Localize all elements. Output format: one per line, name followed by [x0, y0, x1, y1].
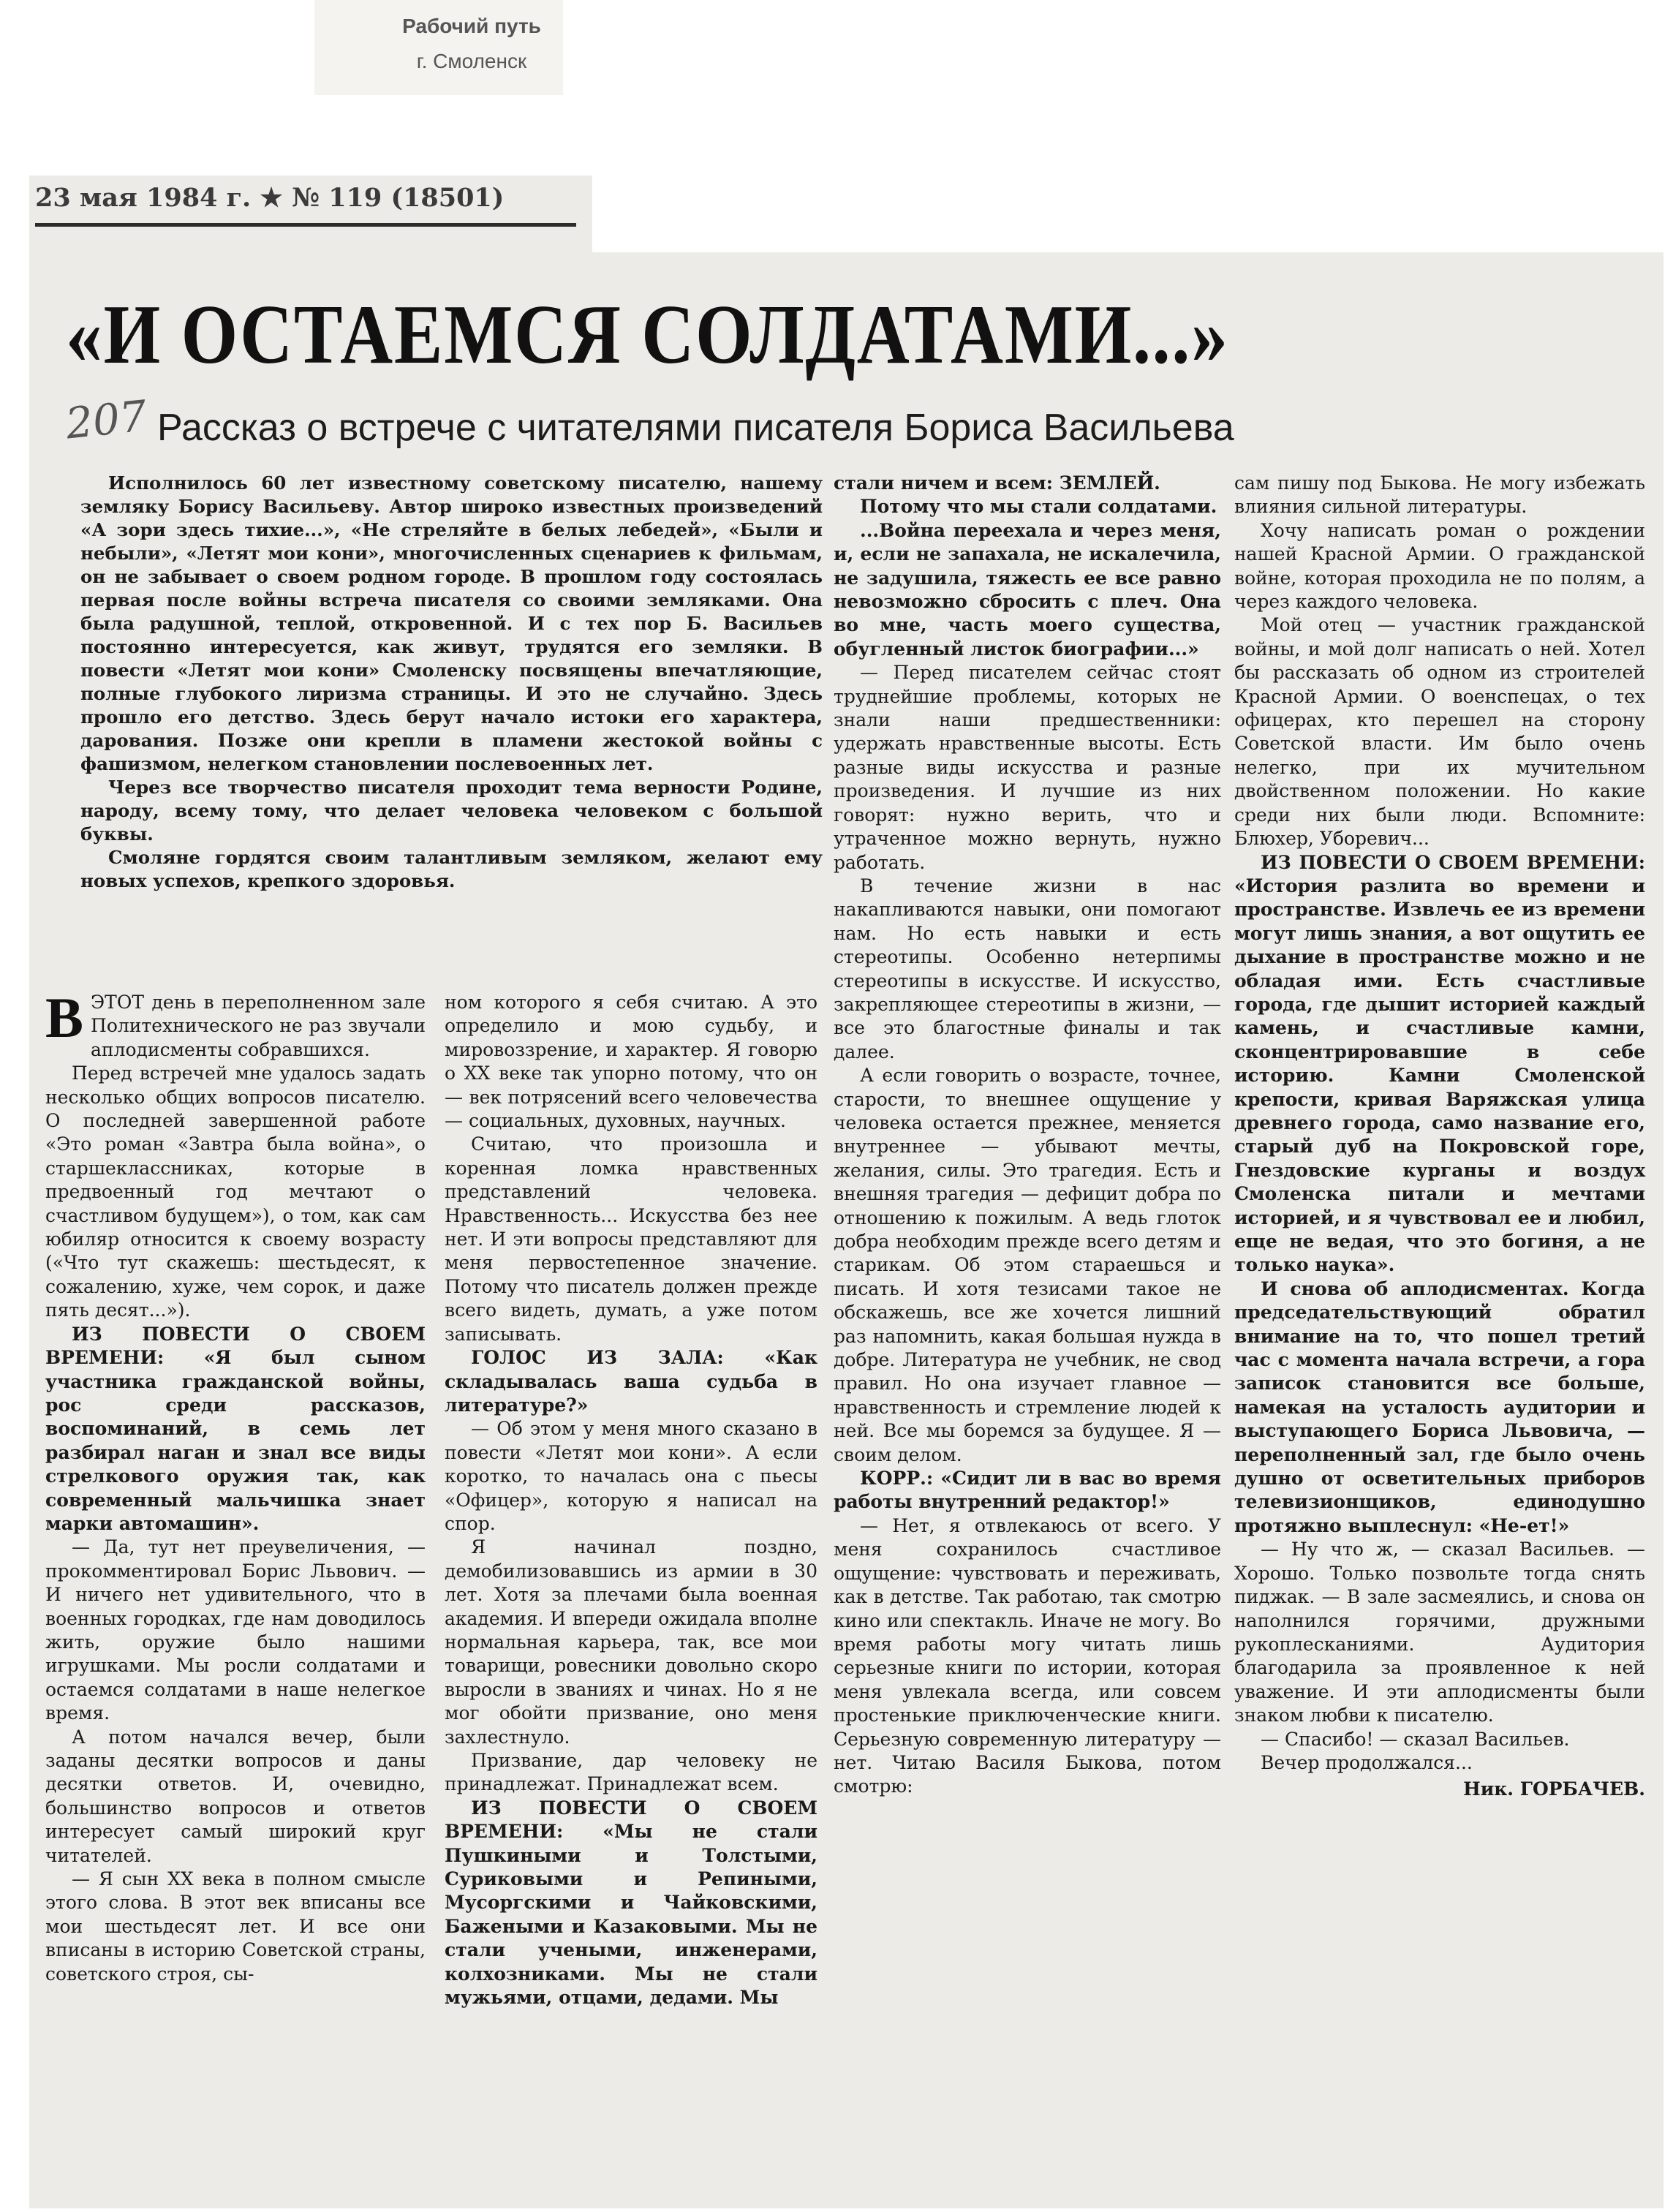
paragraph: Призвание, дар человеку не принадлежат. Принадлежат всем. — [445, 1750, 817, 1795]
paragraph: — Об этом у меня много сказано в повести «Летят мои кони». А если коротко, то началась она с пьесы «Офицер», которую я написал на спор. — [445, 1418, 817, 1534]
paragraph: сам пишу под Быкова. Не могу избежать влияния сильной литературы. — [1234, 472, 1645, 518]
handwritten-note: 207 — [63, 390, 149, 449]
paragraph: Считаю, что произошла и коренная ломка нравственных представлений человека. Нравственность... Искусства без нее нет. И эти вопросы представляют для меня первостепенное значение. Потому что писатель должен прежде всего видеть, думать, а уже потом записывать. — [445, 1133, 817, 1345]
quote-paragraph: стали ничем и всем: ЗЕМЛЕЙ. — [834, 472, 1160, 494]
paragraph: — Спасибо! — сказал Васильев. — [1261, 1728, 1570, 1750]
quote-paragraph: ГОЛОС ИЗ ЗАЛА: «Как складывалась ваша судьба в литературе?» — [445, 1347, 817, 1416]
lead-paragraph: Через все творчество писателя проходит тема верности Родине, народу, всему тому, что делает человека человеком с большой буквы. — [80, 777, 823, 845]
quote-paragraph: ...Война переехала и через меня, и, если не запахала, не искалечила, не задушила, тяжесть ее все равно невозможно сбросить с плеч. Она во мне, часть моего существа, обугленный листок биографии...» — [834, 519, 1221, 660]
lead-paragraph: Исполнилось 60 лет известному советскому писателю, нашему земляку Борису Васильеву. Автор широко известных произведений «А зори здесь тихие...», «Не стреляйте в белых лебедей», «Были и небыли», «Летят мои кони», многочисленных сценариев к фильмам, он не забывает о своем родном городе. В прошлом году состоялась первая после войны встреча писателя со своими земляками. Она была радушной, теплой, откровенной. И с тех пор Б. Васильев постоянно интересуется, как живут, трудятся его земляки. В повести «Летят мои кони» Смоленску посвящены впечатляющие, полные глубокого лиризма страницы. И это не случайно. Здесь прошло его детство. Здесь берут начало истоки его характера, дарования. Позже они крепли в пламени жестокой войны с фашизмом, нелегком становлении послевоенных лет. — [80, 472, 823, 774]
paragraph: А потом начался вечер, были заданы десятки вопросов и даны десятки ответов. И, очевидно, большинство вопросов и ответов интересует самый широкий круг читателей. — [45, 1726, 426, 1866]
quote-paragraph: ИЗ ПОВЕСТИ О СВОЕМ ВРЕМЕНИ: «Мы не стали Пушкиными и Толстыми, Суриковыми и Репиными, Мусоргскими и Чайковскими, Бажеными и Казаковыми. Мы не стали учеными, инженерами, колхозниками. Мы не стали мужьями, отцами, дедами. Мы — [445, 1797, 817, 2009]
text-column-2 — [445, 991, 817, 2009]
newspaper-name-stamp: Рабочий путь — [402, 15, 541, 37]
paragraph: Я начинал поздно, демобилизовавшись из армии в 30 лет. Хотя за плечами была военная академия. И впереди ожидала вполне нормальная карьера, так, все мои товарищи, ровесники довольно скоро выросли в званиях и чинах. Но я не мог обойти призвание, оно меня захлестнуло. — [445, 1536, 817, 1748]
quote-paragraph: ИЗ ПОВЕСТИ О СВОЕМ ВРЕМЕНИ: «История разлита во времени и пространстве. Извлечь ее из времени могут лишь знания, а вот ощутить ее дыхание в пространстве можно и не обладая ими. Есть счастливые города, где дышит историей каждый камень, и счастливые камни, сконцентрировавшие в себе историю. Камни Смоленской крепости, кривая Варяжская улица древнего города, само название его, старый дуб на Покровской горе, Гнездовские курганы и воздух Смоленска питали и мечтами историей, и я чувствовал ее и любил, еще не ведая, что это богиня, а не только наука». — [1234, 851, 1645, 1276]
issue-dateline: 23 мая 1984 г. ★ № 119 (18501) — [35, 183, 505, 213]
quote-paragraph: И снова об аплодисментах. Когда председательствующий обратил внимание на то, что пошел третий час с момента начала встречи, а гора записок становится все больше, намекая на усталость аудитории и выступающего Бориса Львовича, — переполненный зал, где было очень душно от осветительных приборов телевизионщиков, единодушно протяжно выплеснул: «Не-ет!» — [1234, 1277, 1645, 1536]
quote-paragraph: ИЗ ПОВЕСТИ О СВОЕМ ВРЕМЕНИ: «Я был сыном участника гражданской войны, рос среди рассказов, воспоминаний, в семь лет разбирал наган и знал все виды стрелкового оружия так, как современный мальчишка знает марки автомашин». — [45, 1323, 426, 1534]
paragraph: — Ну что ж, — сказал Васильев. — Хорошо. Только позвольте тогда снять пиджак. — В зале засмеялись, и снова он наполнился горячими, дружными рукоплесканиями. Аудитория благодарила за проявленное к ней уважение. И эти аплодисменты были знаком любви к писателю. — [1234, 1539, 1645, 1726]
paragraph: — Я сын XX века в полном смысле этого слова. В этот век вписаны все мои шестьдесят лет. И все они вписаны в историю Советской страны, советского строя, сы- — [45, 1868, 426, 1985]
text-column-4 — [1234, 472, 1645, 1802]
opening-text: ЭТОТ день в переполненном зале Политехнического не раз звучали аплодисменты собравшихся. — [91, 992, 426, 1060]
paragraph: В течение жизни в нас накапливаются навыки, они помогают нам. Но есть навыки и есть стереотипы. Особенно нетерпимы стереотипы в искусстве. И искусство, закрепляющее стереотипы в жизни, — все это благостные финалы и так далее. — [834, 875, 1221, 1062]
article-headline: «И ОСТАЕМСЯ СОЛДАТАМИ...» — [66, 288, 1229, 382]
header-rule — [35, 223, 576, 227]
paragraph: Мой отец — участник гражданской войны, и мой долг написать о ней. Хотел бы рассказать об одном из строителей Красной Армии. О военспецах, о тех офицерах, кто перешел на сторону Советской власти. Им было очень нелегко, при их мучительном двойственном положении. Но какие среди них были люди. Вспомните: Блюхер, Уборевич... — [1234, 614, 1645, 850]
paragraph — [45, 986, 426, 1062]
article-lead — [80, 472, 823, 893]
quote-paragraph: КОРР.: «Сидит ли в вас во время работы внутренний редактор!» — [834, 1468, 1221, 1513]
paragraph: Хочу написать роман о рождении нашей Красной Армии. О гражданской войне, которая проходила не по полям, а через каждого человека. — [1234, 519, 1645, 613]
paragraph: Вечер продолжался... — [1261, 1751, 1473, 1773]
author-signature: Ник. ГОРБАЧЕВ. — [1463, 1778, 1645, 1800]
paragraph: — Перед писателем сейчас стоят труднейшие проблемы, которых не знали наши предшественники: удержать нравственные высоты. Есть разные виды искусства и разные произведения. И лучшие из них говорят: нужно верить, что и утраченное можно вернуть, нужно работать. — [834, 662, 1221, 873]
quote-paragraph: Потому что мы стали солдатами. — [860, 496, 1217, 518]
article-subtitle: Рассказ о встрече с читателями писателя Бориса Васильева — [157, 407, 1234, 449]
paragraph: ном которого я себя считаю. А это определило и мою судьбу, и мировоззрение, и характер. Я говорю о XX веке так упорно потому, что он — век потрясений всего человечества — социальных, духовных, научных. — [445, 992, 817, 1132]
lead-paragraph: Смоляне гордятся своим талантливым земляком, желают ему новых успехов, крепкого здоровья. — [80, 847, 823, 891]
paragraph: — Нет, я отвлекаюсь от всего. У меня сохранилось счастливое ощущение: чувствовать и переживать, как в детстве. Так работаю, так смотрю кино или спектакль. Иначе не могу. Во время работы могу читать лишь серьезные книги по истории, которая меня увлекала всегда, или совсем простенькие приключенческие книги. Серьезную современную литературу — нет. Читаю Василя Быкова, потом смотрю: — [834, 1514, 1221, 1797]
paragraph: Перед встречей мне удалось задать несколько общих вопросов писателю. О последней завершенной работе «Это роман «Завтра была война», о старшеклассниках, которые в предвоенный год мечтают о счастливом будущем»), о том, как сам юбиляр относится к своему возрасту («Что тут скажешь: шестьдесят, к сожалению, хуже, чем сорок, и даже пять десят...»). — [45, 1062, 426, 1321]
drop-cap: В — [45, 986, 84, 1049]
paragraph: — Да, тут нет преувеличения, — прокомментировал Борис Львович. — И ничего нет удивительного, что в военных городках, где нам доводилось жить, оружие было нашими игрушками. Мы росли солдатами и остаемся солдатами в наше нелегкое время. — [45, 1536, 426, 1724]
text-column-1 — [45, 986, 426, 1986]
text-column-3 — [834, 472, 1221, 1799]
paragraph: А если говорить о возрасте, точнее, старости, то внешнее ощущение у человека остается прежнее, меняется внутреннее — убывают мечты, желания, силы. Это трагедия. Есть и внешняя трагедия — дефицит добра по отношению к пожилым. А ведь глоток добра необходим прежде всего детям и старикам. Об этом стараешься и писать. И хотя тезисами такое не обскажешь, все же хочется лишний раз напомнить, какая большая нужда в добре. Литература не учебник, не свод правил. Но она изучает главное — нравственность и стремление людей к ней. Все мы боремся за будущее. Я — своим делом. — [834, 1065, 1221, 1465]
newspaper-city-stamp: г. Смоленск — [416, 50, 527, 72]
